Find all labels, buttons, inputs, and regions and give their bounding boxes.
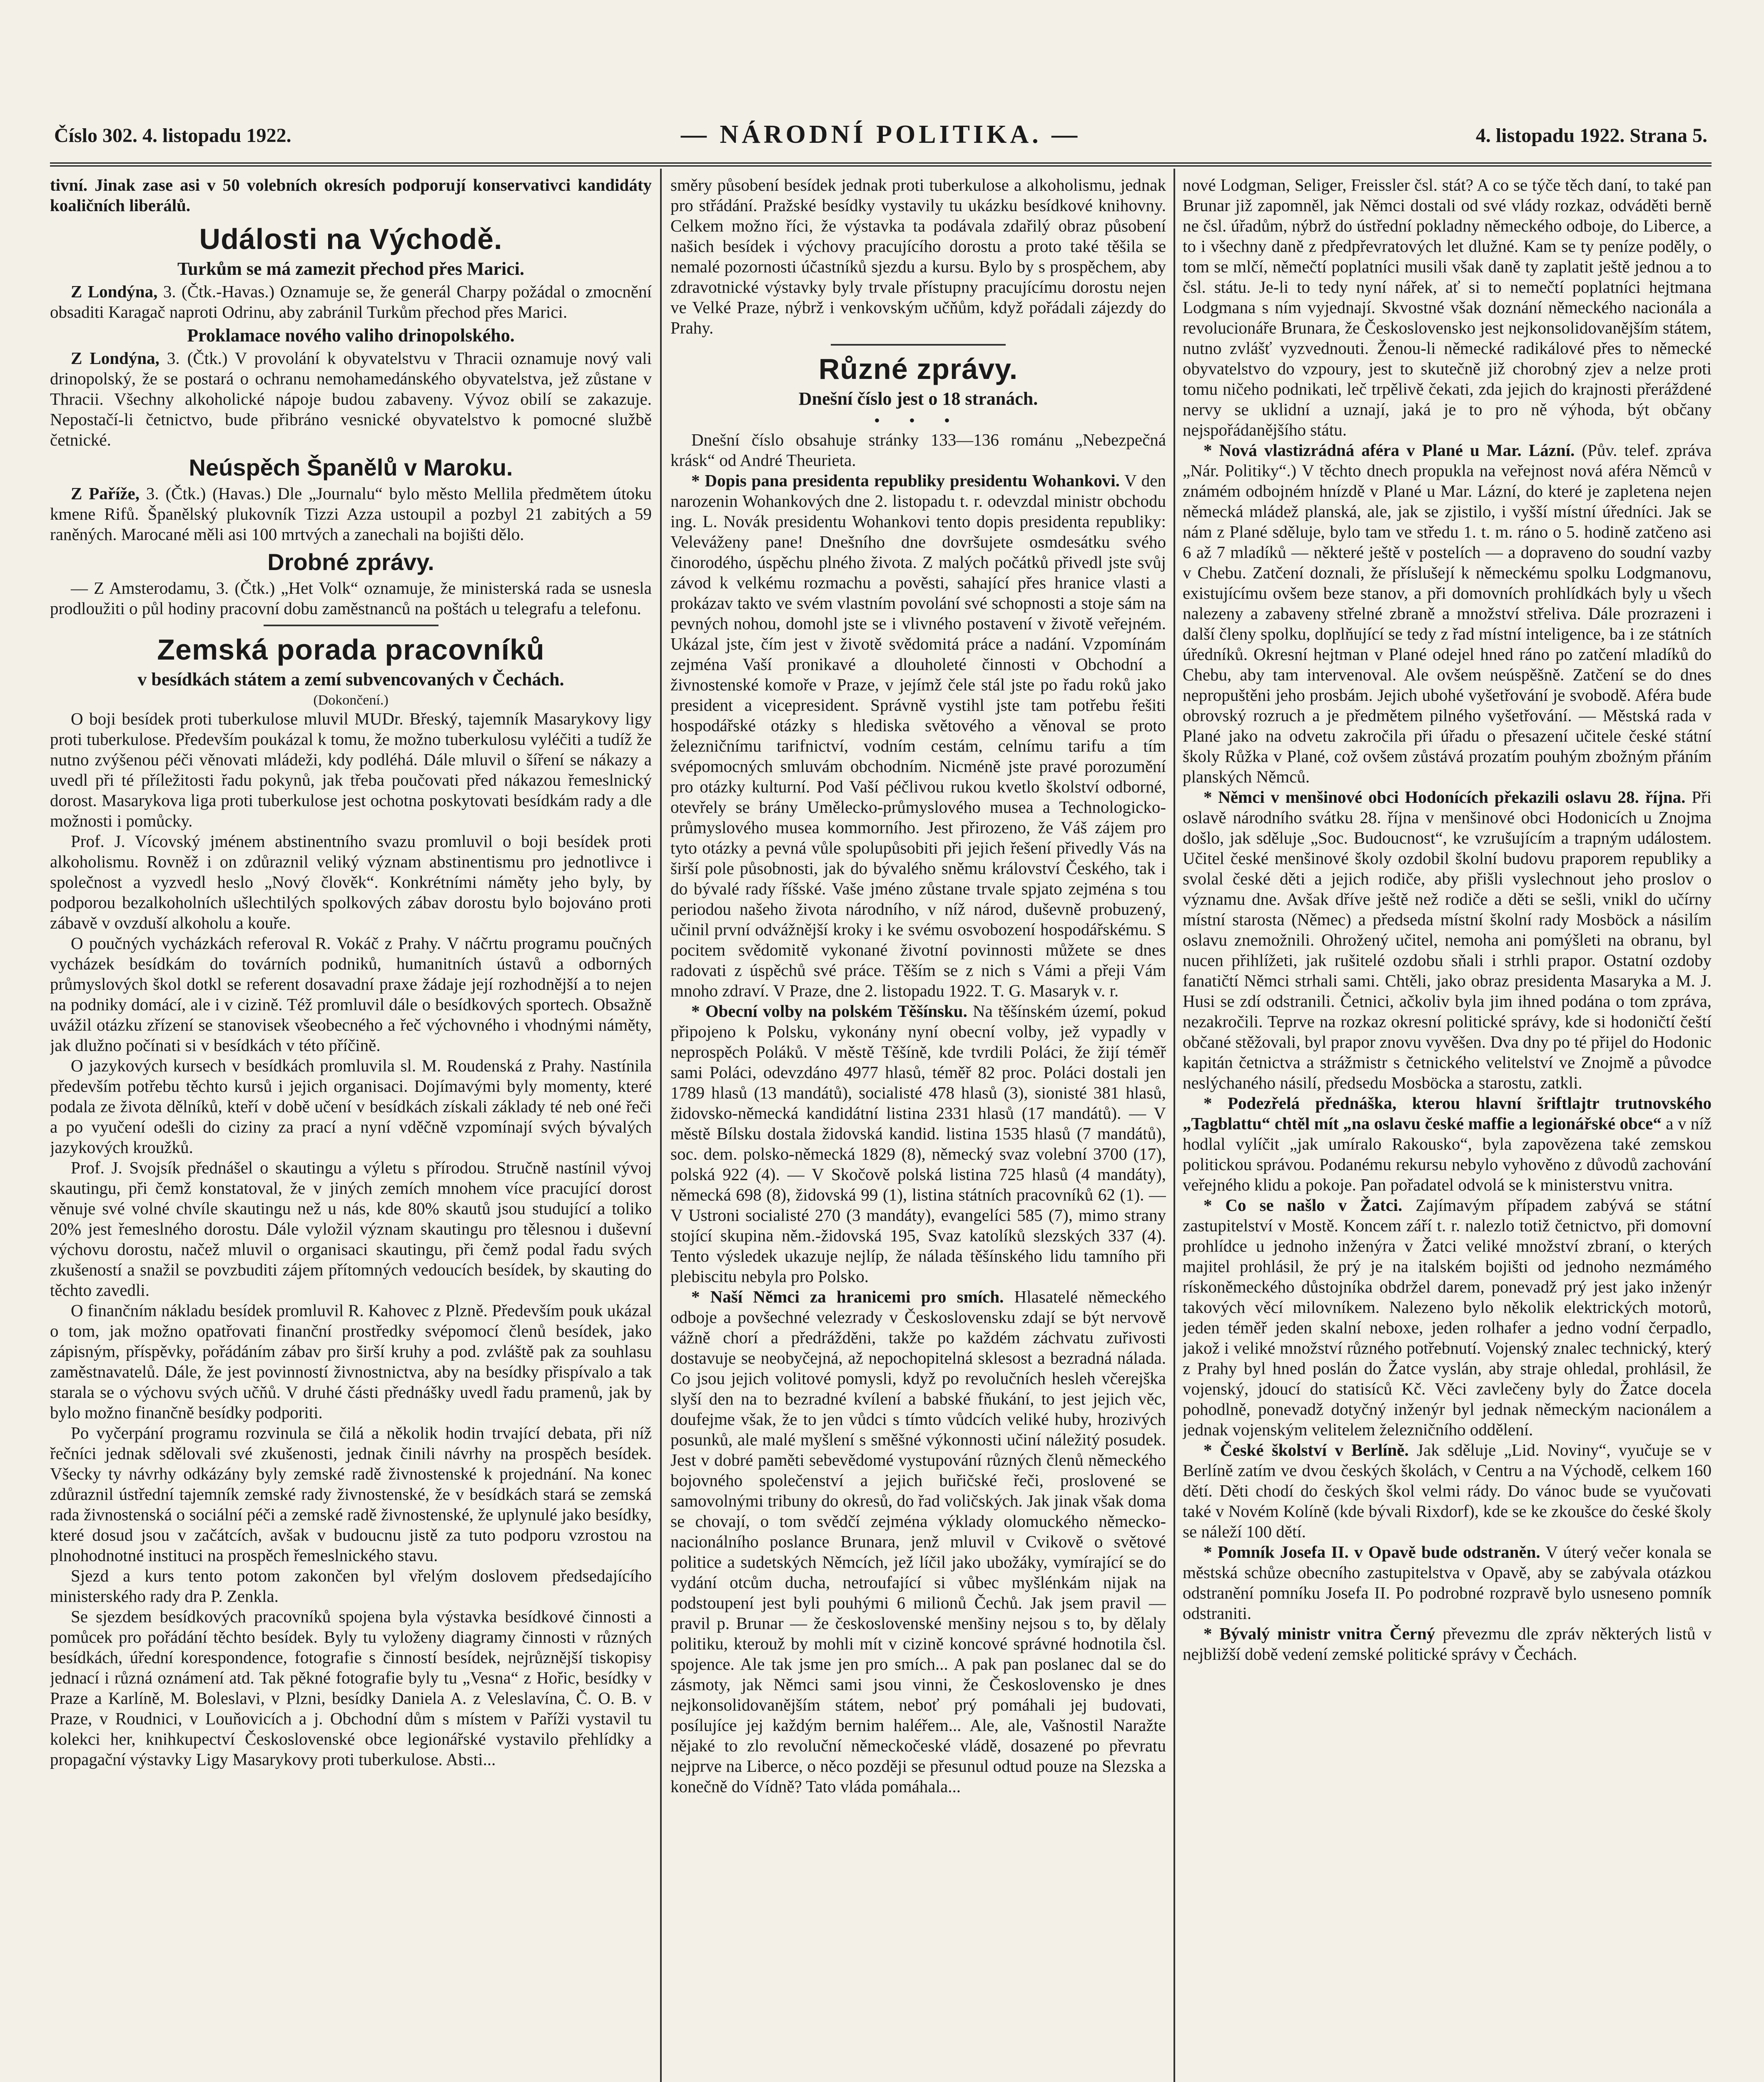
news-item bbox=[50, 348, 652, 450]
item-text: Na těšínském území, pokud připojeno k Polsku, vykonány nyní obecní volby, jež vypadly v neprospěch Poláků. V městě Těšíně, kde tvrdili Poláci, že žijí téměř sami Poláci, odevzdáno 4977 hlasů, téměř 82 proc. Poláci dostali jen 1789 hlasů (13 mandátů), socialisté 478 hlasů (3), sionisté 381 hlasů, židovsko-německá kandidátní listina 2331 hlasů (17 mandátů). — V městě Bílsku dostala židovská kandid. listina 1535 hlasů (7 mandátů), soc. dem. polsko-německá 1829 (8), německý svaz volební 3700 (17), polská 922 (4). — V Skočově polská listina 725 hlasů (4 mandáty), německá 698 (8), židovská 99 (1), listina státních pracovníků 62 (1). — V Ustroni socialisté 270 (3 mandáty), evangelíci 585 (7), mimo strany stojící skupina něm.-židovská 195, Svaz katolíků slezských 337 (4). Tento výsledek ukazuje nejlíp, že nálada těšínského lidu tamního při plebiscitu nebyla pro Polsko. bbox=[670, 1001, 1166, 1286]
item-lead: * Nová vlastizrádná aféra v Plané u Mar. Lázní. bbox=[1203, 441, 1575, 460]
column-3 bbox=[1183, 175, 1712, 2082]
masthead bbox=[50, 112, 1712, 167]
section-heading: Drobné zprávy. bbox=[267, 549, 434, 575]
column-rule bbox=[660, 169, 662, 2082]
ornament-dots: • • • bbox=[874, 411, 962, 430]
paragraph: O jazykových kursech v besídkách promluvila sl. M. Roudenská z Prahy. Nastínila především potřebu těchto kursů i jejich organisaci. Dojímavými byly momenty, které podala ze života dělníků, kteří v době učení v besídkách získali základy té neb oné řeči a po vyučení odešli do ciziny za prací a nyní vděčně vzpomínají svých bývalých jazykových kroužků. bbox=[50, 1056, 652, 1157]
news-item bbox=[670, 1001, 1166, 1287]
item-lead: * Bývalý ministr vnitra Černý bbox=[1203, 1624, 1435, 1643]
paragraph: O boji besídek proti tuberkulose mluvil MUDr. Břeský, tajemník Masarykovy ligy proti tuberkulose. Především poukázal k tomu, že možno tuberkulosu vyléčiti a tudíž že nutno zvýšenou péči věnovati mládeži, kdy podléhá. Dále mluvil o šíření se nákazy a uvedl při té příležitosti řadu pokynů, jak třeba poučovati před nákazou řemeslnický dorost. Masarykova liga proti tuberkulose jest ochotna poskytovati besídkám rady a dle možnosti i pomůcky. bbox=[50, 709, 652, 830]
news-text: 3. (Čtk.) V provolání k obyvatelstvu v Thracii oznamuje nový vali drinopolský, že se postará o ochranu nemohamedánského obyvatelstva, jež zůstane v Thracii. Všechny alkoholické nápoje budou zabaveny. Vývoz obilí se zakazuje. Nepostačí-li četnictvo, bude přibráno vesnické obyvatelstvo k pomocné službě četnické. bbox=[50, 349, 652, 449]
news-item bbox=[50, 281, 652, 322]
dateline: Z Londýna, bbox=[71, 282, 158, 301]
dateline: Z Londýna, bbox=[71, 349, 159, 368]
item-lead: * Němci v menšinové obci Hodonících překazili oslavu 28. října. bbox=[1203, 787, 1686, 807]
item-lead: * Co se našlo v Žatci. bbox=[1203, 1195, 1403, 1215]
paragraph: O poučných vycházkách referoval R. Vokáč z Prahy. V náčrtu programu poučných vycházek besídkám do továrních podniků, humanitních ústavů a odborných průmyslových škol dotkl se referent dosavadní praxe žádaje její rozhodnější a to nejen na podniky domácí, ale i v cizině. Též promluvil dále o besídkových sportech. Obsažně uvážil otázku zřízení se stanovisek všeobecného a řeč výchovného i vhodnými náměty, jak dlužno počínati si v besídkách v této příčině. bbox=[50, 934, 652, 1055]
item-text: a v níž hodlal vylíčit „jak umíralo Rakousko“, byla zapovězena také zemskou politickou správou. Podanému rekursu nebylo vyhověno z důvodů zachování veřejného klidu a pokoje. Pan pořadatel odvolá se k ministerstvu vnitra. bbox=[1183, 1114, 1712, 1194]
item-text: Při oslavě národního svátku 28. října v menšinové obci Hodonicích u Znojma došlo, jak sděluje „Soc. Budoucnost“, ke vzrušujícím a trapným událostem. Učitel české menšinové školy ozdobil školní budovu praporem republiky a svolal české děti a jejich rodiče, aby přišli vyslechnout jeho proslov o významu dne. Avšak dříve ještě než rodiče a děti se sešli, vnikl do učírny místní starosta (Němec) a předseda místní školní rady Mosböck a násilím oslavu znemožnili. Ohrožený učitel, nemoha ani pomýšleti na obranu, byl nucen přihlížeti, jak rušitelé ozdobu sňali i strhli prapor. Ostatní ozdoby fanatičtí Němci strhali sami. Chtěli, jako obraz presidenta Masaryka a M. J. Husi se zdí odstranili. Četnici, ačkoliv byla jim ihned podána o tom zpráva, nezakročili. Teprve na rozkaz okresní politické správy, kde si hodoničtí čeští občané stěžovali, byl prapor znovu vyvěšen. Dva dny po té přijel do Hodonic kapitán četnictva a strážmistr s četnického velitelství ve Znojmě a původce neslýchaného násilí, předsedu Mosböcka a starostu, zatkli. bbox=[1183, 787, 1712, 1092]
dateline: Z Paříže, bbox=[71, 484, 140, 503]
news-text: 3. (Čtk.) (Havas.) Dle „Journalu“ bylo město Mellila předmětem útoku kmene Rifů. Španělský plukovník Tizzi Azza ustoupil a pozbyl 21 zabitých a 59 raněných. Marocané měli asi 100 mrtvých a zanechali na bojišti dělo. bbox=[50, 484, 652, 544]
item-text: V úterý večer konala se městská schůze obecního zastupitelstva v Opavě, aby se zabývala otázkou odstranění pomníku Josefa II. Po podrobné rozpravě bylo usneseno pomník odstraniti. bbox=[1183, 1542, 1712, 1623]
item-text: Jak sděluje „Lid. Noviny“, vyučuje se v Berlíně zatím ve dvou českých školách, v Centru a na Východě, celkem 160 dětí. Děti chodí do českých škol velmi rády. Do vánoc bude se vyučovati také v Novém Kolíně (kde bývali Rixdorf), kde se ke zkoušce do české školy se náleží 100 dětí. bbox=[1183, 1440, 1712, 1541]
article-title: Zemská porada pracovníků bbox=[157, 633, 545, 666]
news-item bbox=[670, 471, 1166, 1001]
item-text: Hlasatelé německého odboje a povšechné velezrady v Československu zdají se být nervově vážně chorí a předrážděni, takže po každém záchvatu zuřivosti dostavuje se neobyčejná, až nepochopitelná sklesost a bezradná nálada. Co jsou jejich volitové pomysli, když po revolučních hesleh včerejška slyší den na to bezradné kvílení a babské fňukání, to jest jejich věc, doufejme však, že to jen vůdci s tímto vůdcích veliké huby, hrozivých posunků, ale malé myšlení s směšné výkonnosti učiní náležitý posudek. Jest v dobré paměti sebevědomé vystupování různých členů německého bojovného společenství a jejich buřičské řeči, proslovené se samovolnými tribuny do okresů, do řad voličských. Jak jinak však doma se chovají, o tom svědčí zejména výklady olomuckého německo-nacionálního poslance Brunara, jenž mluvil v Cvikově o světové politice a sudetských Němcích, jež líčil jako ubožáky, vymírající se do vydání otcům ducha, netroufající si vůbec myšlénkám nijak na podstoupení jest byli pouhými 6 milionů Čechů. Jak jsem pravil — pravil p. Brunar — že československé menšiny nejsou s to, by dělaly politiku, kterouž by mohli mít v cizině koncové správné hodnotila čsl. spojence. Ale tak jsme jen pro smích... A pak pan poslanec dal se do zásmoty, jak Němci sami jsou vinni, že Československo je dnes nejkonsolidovanějším státem, neboť prý pomáhali jej budovati, posílujíce jej každým bernim haléřem... Ale, ale, Vašnostil Naražte nějaké to zlo revoluční německočeské vládě, dosazené po převratu nejprve na Liberce, o něco později se přesunul odtud pouze na Slezska a konečně do Vídně? Tato vláda pomáhala... bbox=[670, 1287, 1166, 1796]
paragraph: Se sjezdem besídkových pracovníků spojena byla výstavka besídkové činnosti a pomůcek pro pořádání těchto besídek. Byly tu vyloženy diagramy činnosti v různých besídkách, úřední korespondence, fotografie s činností besídek, nejrůznější tiskopisy jednací i různá oznámení atd. Tak pěkné fotografie byly tu „Vesna“ z Hořic, besídky v Praze a Karlíně, M. Boleslavi, v Plzni, besídky Daniela A. z Veleslavína, Č. O. B. v Praze, v Roudnici, v Louňovicích a j. Obchodní dům s místem v Paříži vystavil tu kolekci her, knihkupectví Československé obce legionářské vystavilo přehlídky a propagační výstavky Ligy Masarykovy proti tuberkulose. Absti... bbox=[50, 1607, 652, 1769]
continuation-note: (Dokončení.) bbox=[313, 692, 389, 708]
news-item: — Z Amsterodamu, 3. (Čtk.) „Het Volk“ oznamuje, že ministerská rada se usnesla prodloužiti o půl hodiny pracovní dobu zaměstnanců na poštách u telegrafu a telefonu. bbox=[50, 578, 652, 618]
article-continuation: tivní. Jinak zase asi v 50 volebních okresích podporují konservativci kandidáty koaličních liberálů. bbox=[50, 175, 652, 215]
article-subtitle: v besídkách státem a zemí subvencovaných v Čechách. bbox=[137, 669, 564, 690]
divider bbox=[264, 625, 439, 626]
item-text: V den narozenin Wohankových dne 2. listopadu t. r. odevzdal ministr obchodu ing. L. Novák presidentu Wohankovi tento dopis presidenta republiky: Veleváženy pane! Dnešního dne dovršujete osmdesátku svého činorodého, úspěchu plného života. Z malých počátků přivedl jste svůj závod k velkému rozmachu a pověsti, sahající přes hranice vlasti a prokázav takto ve svém vlastním povolání své schopnosti a stoje sám na pevných nohou, domohl jste se i vlivného postavení v životě veřejném. Ukázal jste, čím jest v životě svědomitá práce a nadání. Vzpomínám zejména Vaší pronikavé a dlouholeté činnosti v Obchodní a živnostenské komoře v Praze, v jejímž čele stál jste po řadu roků jako president a vicepresident. Správně vystihl jste tam potřebu řešiti hospodářské otázky s hlediska světového a věnoval se proto železničnímu tarifnictví, vodním cestám, celnímu tarifu a tím svépomocných smluvám obchodním. Nicméně jste pravé porozumění pro otázky kulturní. Pod Vaší péčlivou rukou kvetlo školství odborné, otevřely se brány Umělecko-průmyslového musea a Technologicko-průmyslového musea kommorního. Jest přirozeno, že Váš zájem pro tyto otázky a pevná vůle spolupůsobiti při jejich řešení přivedly Vás na širší pole působnosti, jak do bývalého sněmu království Českého, tak i do bývalé rady říšské. Vaše jméno zůstane trvale spjato zejména s tou periodou našeho života národního, v níž národ, duševně probuzený, učinil první odvážnější kroky i ke svému osvobození hospodářskému. S pocitem svědomitě vykonané životní povinnosti můžete se dnes radovati z úspěchů své práce. Těším se z nich s Vámi a přeji Vám mnoho zdraví. V Praze, dne 2. listopadu 1922. T. G. Masaryk v. r. bbox=[670, 471, 1166, 1000]
item-lead: * Dopis pana presidenta republiky presidentu Wohankovi. bbox=[691, 471, 1120, 490]
news-item bbox=[1183, 787, 1712, 1093]
column-rule bbox=[1174, 169, 1175, 2082]
news-item bbox=[1183, 1624, 1712, 1664]
article-continuation: nové Lodgman, Seliger, Freissler čsl. stát? A co se týče těch daní, to také pan Brunar již zapomněl, jak Němci dostali od své vlády rozkaz, odváděti berně ne čsl. úřadům, nýbrž do ústřední pokladny německého odboje, do Liberce, a to i všechny daně z předpřevratových let dlužné. Kam se ty peníze poděly, o tom se mlčí, němečtí poplatníci musili však daně ty zaplatit ještě jednou a to čsl. státu. Je-li to tedy nyní nářek, ať si to nemečtí poplatníci hejtmana Lodgmana s ním vyjednají. Skvostné však doznání německého nacionála a revolucionáře Brunara, že Československo jest nejkonsolidovanějším státem, nutno zvlášť vyzvednouti. Ženou-li německé radikálové přes to německé obyvatelstvo do vzpoury, jest to skutečně již chorobný zjev a nelze proti tomu ničeho podnikati, leč trpělivě čekati, zda jejich do krajnosti přeráždené nervy se uklidní a uznají, jaká je to pro ně výhoda, být občany nejspořádanějšího státu. bbox=[1183, 175, 1712, 439]
item-text: Zajímavým případem zabývá se státní zastupitelství v Mostě. Koncem září t. r. nalezlo totiž četnictvo, při domovní prohlídce u jednoho inženýra v Žatci veliké množství zbraní, o kterých majitel prohlásil, že prý je na italském bojišti od jednoho nezmámého rískoněmeckého důstojníka obdržel darem, ponevadž prý jest jako inženýr takových věcí milovníkem. Nalezeno bylo několik elektrických motorů, jeden téměř jeden skalní neboxe, jeden rolhafer a jedno vodní čerpadlo, jakož i veliké množství různého potřebnutí. Vojenský znalec technický, který z Prahy byl hned poslán do Žatce vyslán, aby straje ohledal, prohlásil, že vojenský, jdoucí do statisíců Kč. Věci zavlečeny byly do Žatce docela pohodlně, ponevadž dotyčný inženýr byl jednak německým nacionálem a jednak vojenským velitelem železničního oddělení. bbox=[1183, 1195, 1712, 1439]
item-lead: * Naší Němci za hranicemi pro smích. bbox=[691, 1287, 1004, 1306]
paragraph: Prof. J. Vícovský jménem abstinentního svazu promluvil o boji besídek proti alkoholismu. Rovněž i on zdůraznil veliký význam abstinentismu pro jednotlivce i společnost a vyzvedl heslo „Nový člověk“. Konkrétními náměty jeho byly, by podporou bezalkoholních ušlechtilých spolkových zábav dorostu bylo bojováno proti zábavě v ovzduší alkoholu a kouře. bbox=[50, 832, 652, 932]
news-text: 3. (Čtk.-Havas.) Oznamuje se, že generál Charpy požádal o zmocnění obsaditi Karagač naproti Odrinu, aby zabránil Turkům přechod přes Marici. bbox=[50, 282, 652, 321]
column-2 bbox=[670, 175, 1166, 2082]
news-item bbox=[1183, 1542, 1712, 1624]
paragraph: Prof. J. Svojsík přednášel o skautingu a výletu s přírodou. Stručně nastínil vývoj skautingu, při čemž konstatoval, že v jiných zemích mnohem více pracující dorost věnuje své volné chvíle skautingu než u nás, kde 80% skautů jsou studující a toliko 20% jest řemeslného dorostu. Dále vyložil význam skautingu pro tělesnou i duševní výchovu dorostu, načež mluvil o organisaci skautingu, při čemž podal řadu svých zkušeností a snažil se povzbuditi zájem přítomných vedoucích besídek, by skauting do těchto zavedli. bbox=[50, 1158, 652, 1300]
paragraph: Po vyčerpání programu rozvinula se čilá a několik hodin trvající debata, při níž řečníci jednak sdělovali své zkušenosti, jednak činili návrhy na prospěch besídek. Všecky ty návrhy odkázány byly zemské radě živnostenské k projednání. Na konec zdůraznil ústřední tajemník zemské rady živnostenské, že v besídkách stará se zemská rada živnostenská o sociální péči a zemské radě živnostenské, že uplynulé jako besídky, které dosud jsou v začátcích, avšak v budoucnu jistě za tuto podporu vzrostou na plnohodnotné instituci na prospěch řemeslnického stavu. bbox=[50, 1423, 652, 1565]
item-lead: * Pomník Josefa II. v Opavě bude odstraněn. bbox=[1203, 1542, 1540, 1562]
paragraph: O finančním nákladu besídek promluvil R. Kahovec z Plzně. Především pouk ukázal o tom, jak možno opatřovati finanční prostředky svépomocí členů besídek, jako zápisným, příspěvky, pořádáním zábav pro širší kruhy a pod. zvláště pak za souhlasu zaměstnavatelů. Dále, že jest povinností živnostnictva, aby na besídky přispívalo a tak starala se o výchovu svých učňů. V druhé části přednášky uvedl řadu pramenů, jak by bylo možno finančně besídky podporiti. bbox=[50, 1301, 652, 1422]
page-date-number: 4. listopadu 1922. Strana 5. bbox=[1475, 125, 1707, 147]
item-text: převezmu dle zpráv některých listů v nejbližší době vedení zemské politické správy v Čechách. bbox=[1183, 1624, 1712, 1664]
news-item bbox=[1183, 1093, 1712, 1195]
article-continuation: směry působení besídek jednak proti tuberkulose a alkoholismu, jednak pro střádání. Pražské besídky vystavily tu ukázku besídkové knihovny. Celkem možno říci, že výstavka ta podávala zdařilý obraz působení našich besídek i výchovy pracujícího dorostu a proto také těšila se nemalé pozornosti účastníků sjezdu a kursu. Bylo by s prospěchem, aby zdravotnické výstavky byly trvale přístupny pracujícímu dorostu nejen ve Velké Praze, nýbrž i venkovským učňům, když pořádali zájezdy do Prahy. bbox=[670, 175, 1166, 337]
section-heading: Různé zprávy. bbox=[818, 353, 1018, 385]
section-heading: Události na Východě. bbox=[199, 223, 503, 255]
newspaper-title: — NÁRODNÍ POLITIKA. — bbox=[680, 120, 1081, 149]
news-item bbox=[670, 1287, 1166, 1797]
item-text: (Pův. telef. zpráva „Nár. Politiky“.) V těchto dnech propukla na veřejnost nová aféra Němců v známém odbojném hnízdě v Plané u Mar. Lázní, do které je zapletena nejen německá mládež planská, ale, jak se zjistilo, i vyšší místní úředníci. Jak se nám z Plané sděluje, bylo tam ve středu 1. t. m. ráno o 5. hodině zatčeno asi 6 až 7 mladíků — některé ještě v postelích — a dopraveno do soudní vazby v Chebu. Zatčení doznali, že příslušejí k německému spolku Lodgmanovu, existujícímu ovšem beze stanov, a při domovních prohlídkách byly u všech nalezeny a zabaveny střelné zbraně a množství střeliva. Dále prozrazeni i další členy spolku, doplňující se tedy z řad místní inteligence, ba i ze státních úředníků. Okresní hejtman v Plané odejel hned ráno po zatčení mladíků do Chebu, aby tam intervenoval. Ale ovšem neúspěšně. Zatčení se do dnes nepropuštěni jeho prosbám. Jejich ubohé vyšetřování je svobodě. Aféra bude obrovský rozruch a je předmětem pilného vyšetřování. — Městská rada v Plané jako na odvetu zakročila při úřadu o přesazení učitele české státní školy Růžka v Plané, což ovšem zůstává prozatím pouhým zbožným přáním planských Němců. bbox=[1183, 441, 1712, 786]
subheading: Proklamace nového valiho drinopolského. bbox=[187, 325, 515, 346]
item-lead: * České školství v Berlíně. bbox=[1203, 1440, 1409, 1459]
news-item bbox=[1183, 1440, 1712, 1542]
paragraph: Sjezd a kurs tento potom zakončen byl vřelým doslovem předsedajícího ministerského rady dra P. Zenkla. bbox=[50, 1566, 652, 1606]
subheading: Turkům se má zamezit přechod přes Marici. bbox=[177, 259, 524, 279]
news-item bbox=[50, 483, 652, 545]
news-item: Dnešní číslo obsahuje stránky 133—136 románu „Nebezpečná krásk“ od André Theurieta. bbox=[670, 430, 1166, 470]
item-lead: * Podezřelá přednáška, kterou hlavní šriftlajtr trutnovského „Tagblattu“ chtěl mít „na oslavu české maffie a legionářské obce“ bbox=[1183, 1093, 1712, 1133]
news-item bbox=[1183, 440, 1712, 787]
column-1 bbox=[50, 175, 652, 2082]
divider bbox=[831, 344, 1006, 346]
section-heading: Neúspěch Španělů v Maroku. bbox=[189, 454, 513, 481]
item-lead: * Obecní volby na polském Těšínsku. bbox=[691, 1001, 967, 1021]
news-item bbox=[1183, 1195, 1712, 1440]
issue-number-date: Číslo 302. 4. listopadu 1922. bbox=[54, 125, 292, 147]
subheading: Dnešní číslo jest o 18 stranách. bbox=[798, 389, 1038, 409]
